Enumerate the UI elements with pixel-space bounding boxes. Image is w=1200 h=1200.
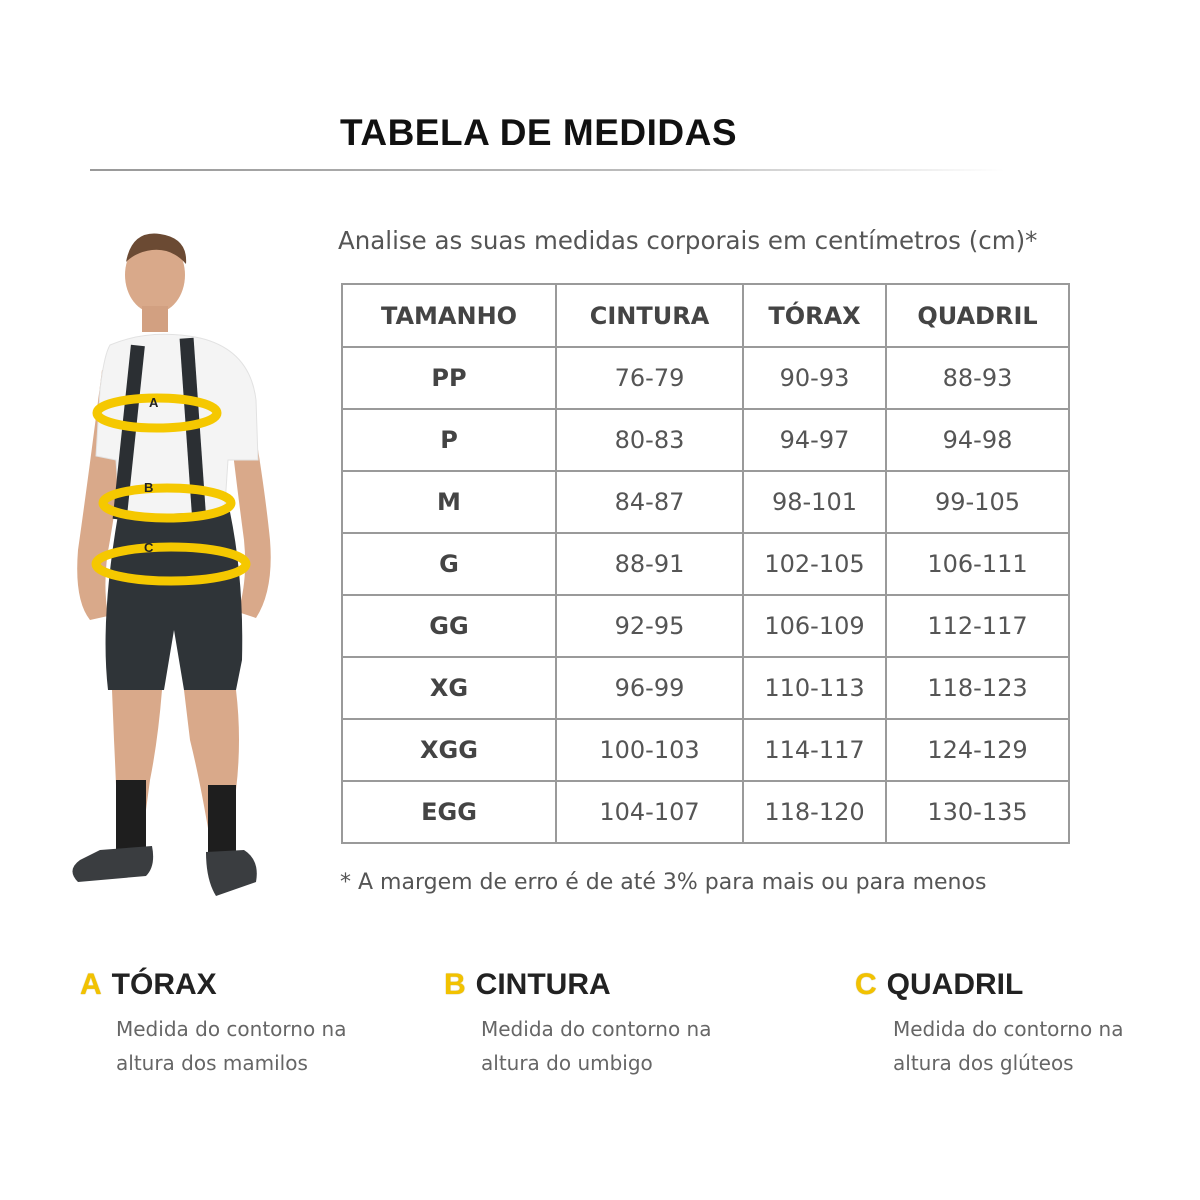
cell-size: EGG <box>342 781 556 843</box>
cell-cintura: 84-87 <box>556 471 743 533</box>
legend-item-cintura <box>444 968 781 1080</box>
legend-desc-line: altura do umbigo <box>481 1051 653 1075</box>
legend-name-quadril: QUADRIL <box>886 968 1024 1001</box>
legend-desc-line: altura dos mamilos <box>116 1051 308 1075</box>
cell-cintura: 88-91 <box>556 533 743 595</box>
cell-quadril: 124-129 <box>886 719 1069 781</box>
cell-torax: 94-97 <box>743 409 886 471</box>
legend-letter-c: C <box>855 968 877 1001</box>
cell-size: P <box>342 409 556 471</box>
cell-cintura: 104-107 <box>556 781 743 843</box>
cell-cintura: 100-103 <box>556 719 743 781</box>
cell-torax: 106-109 <box>743 595 886 657</box>
legend-desc-line: Medida do contorno na <box>116 1017 347 1041</box>
header-quadril: QUADRIL <box>886 284 1069 347</box>
ring-c-label: C <box>144 540 154 555</box>
table-header-row <box>342 284 1069 347</box>
table-subtitle: Analise as suas medidas corporais em centímetros (cm)* <box>338 226 1038 255</box>
legend-name-cintura: CINTURA <box>475 968 611 1001</box>
cell-quadril: 106-111 <box>886 533 1069 595</box>
table-row <box>342 471 1069 533</box>
size-table <box>341 283 1070 844</box>
cell-quadril: 94-98 <box>886 409 1069 471</box>
table-row <box>342 781 1069 843</box>
table-row <box>342 595 1069 657</box>
table-row <box>342 719 1069 781</box>
figure-right-sock <box>208 785 236 855</box>
ring-b-label: B <box>144 480 154 495</box>
cell-size: G <box>342 533 556 595</box>
legend-desc-line: Medida do contorno na <box>481 1017 712 1041</box>
cell-cintura: 80-83 <box>556 409 743 471</box>
figure-left-shoe <box>72 846 153 882</box>
figure-left-sock <box>116 780 146 850</box>
legend-name-torax: TÓRAX <box>111 968 217 1001</box>
cell-torax: 90-93 <box>743 347 886 409</box>
figure-bib-shorts <box>106 512 243 690</box>
cell-size: GG <box>342 595 556 657</box>
cyclist-figure <box>60 220 280 910</box>
cell-size: XG <box>342 657 556 719</box>
cell-cintura: 92-95 <box>556 595 743 657</box>
legend-item-torax <box>80 968 416 1080</box>
legend-desc-line: Medida do contorno na <box>893 1017 1124 1041</box>
cell-quadril: 112-117 <box>886 595 1069 657</box>
cell-size: XGG <box>342 719 556 781</box>
cell-cintura: 76-79 <box>556 347 743 409</box>
cell-quadril: 99-105 <box>886 471 1069 533</box>
header-cintura: CINTURA <box>556 284 743 347</box>
cell-torax: 98-101 <box>743 471 886 533</box>
page-title: TABELA DE MEDIDAS <box>340 112 737 153</box>
table-row <box>342 657 1069 719</box>
cell-torax: 102-105 <box>743 533 886 595</box>
title-divider <box>90 169 1005 171</box>
cell-size: M <box>342 471 556 533</box>
cell-torax: 114-117 <box>743 719 886 781</box>
table-row <box>342 533 1069 595</box>
cell-quadril: 130-135 <box>886 781 1069 843</box>
table-row <box>342 347 1069 409</box>
cell-quadril: 88-93 <box>886 347 1069 409</box>
legend-desc-line: altura dos glúteos <box>893 1051 1074 1075</box>
header-tamanho: TAMANHO <box>342 284 556 347</box>
cell-size: PP <box>342 347 556 409</box>
header-torax: TÓRAX <box>743 284 886 347</box>
table-row <box>342 409 1069 471</box>
legend-item-quadril <box>855 968 1193 1080</box>
ring-a-label: A <box>149 395 159 410</box>
cell-torax: 110-113 <box>743 657 886 719</box>
figure-right-shoe <box>206 850 257 896</box>
cell-cintura: 96-99 <box>556 657 743 719</box>
legend-letter-b: B <box>444 968 466 1001</box>
cell-torax: 118-120 <box>743 781 886 843</box>
legend-letter-a: A <box>80 968 102 1001</box>
cell-quadril: 118-123 <box>886 657 1069 719</box>
footnote: * A margem de erro é de até 3% para mais ou para menos <box>340 870 987 895</box>
